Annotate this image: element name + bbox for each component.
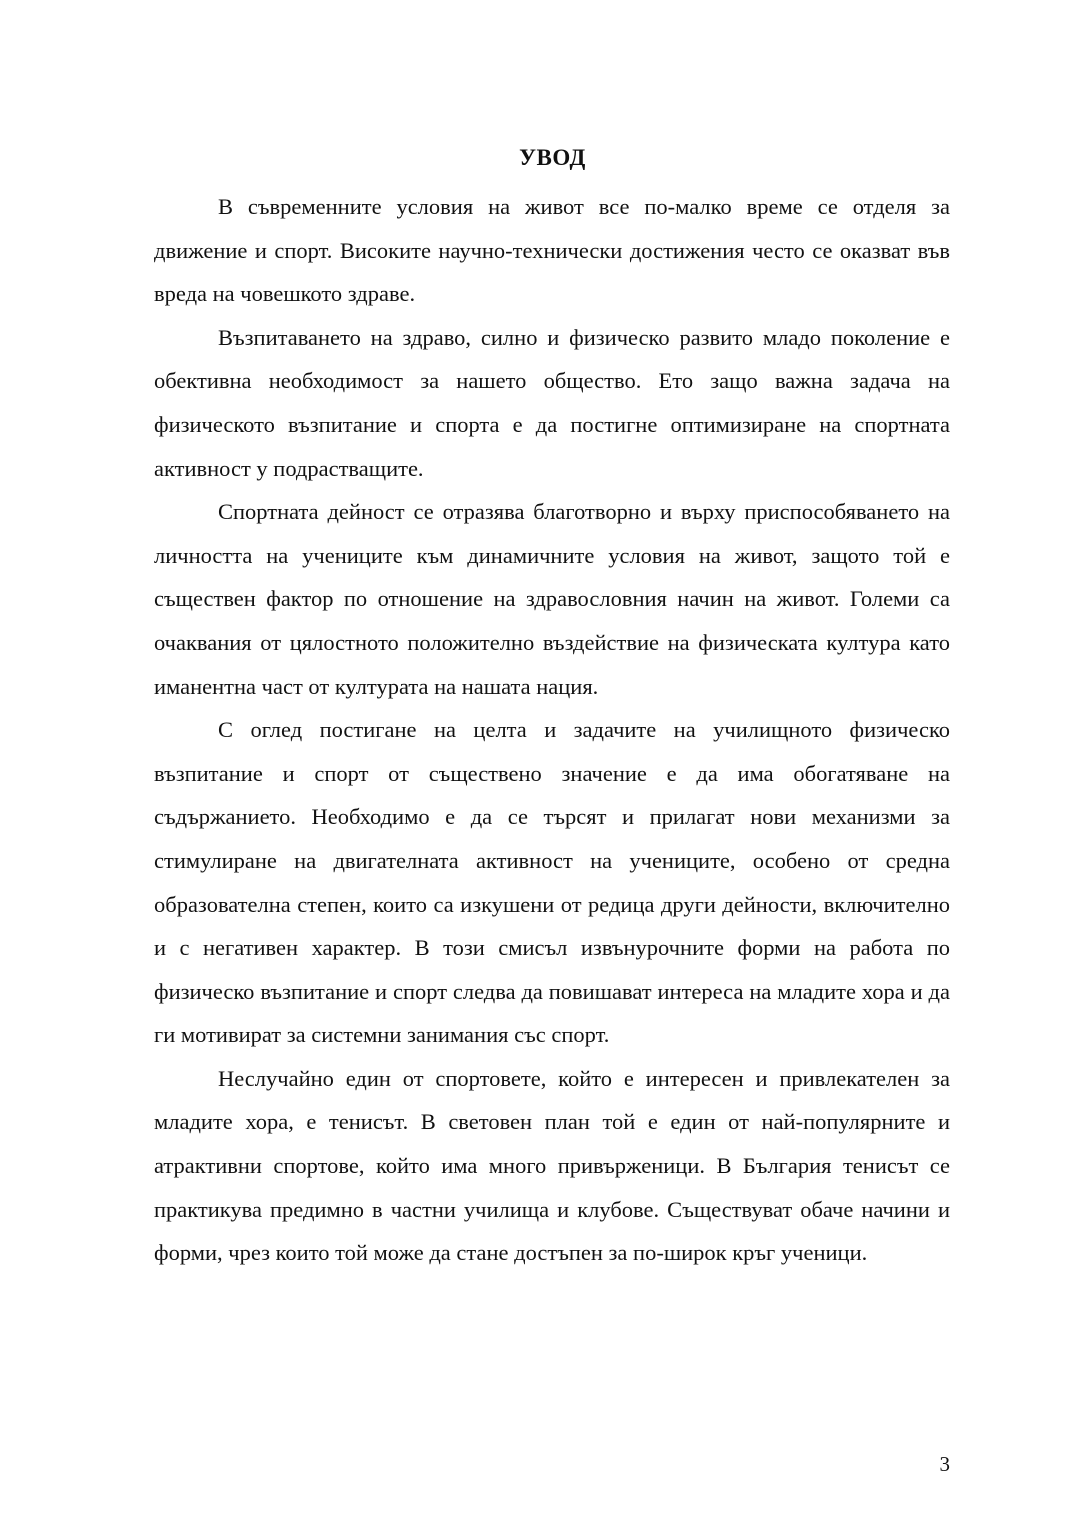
paragraph: Неслучайно един от спортовете, който е интересен и привлекателен за младите хора, е тенисът. В световен план той е един от най-популярните и атрактивни спортове, който има много привърженици. В България тенисът се практикува предимно в частни училища и клубове. Съществуват обаче начини и форми, чрез които той може да стане достъпен за по-широк кръг ученици. [154,1065,950,1266]
paragraph: Спортната дейност се отразява благотворно и върху приспособяването на личността на учениците към динамичните условия на живот, защото той е съществен фактор по отношение на здравословния начин на живот. Големи са очаквания от цялостното положително въздействие на физическата култура като иманентна част от културата на нашата нация. [154,499,950,699]
page-title: УВОД [519,145,586,171]
paragraph: С оглед постигане на целта и задачите на училищното физическо възпитание и спорт от съществено значение е да има обогатяване на съдържанието. Необходимо е да се търсят и прилагат нови механизми за стимулиране на двигателната активност на учениците, особено от средна образователна степен, които са изкушени от редица други дейности, включително и с негативен характер. В този смисъл извънурочните форми на работа по физическо възпитание и спорт следва да повишават интереса на младите хора и да ги мотивират за системни занимания със спорт. [154,717,950,1048]
page-number: 3 [939,1452,950,1476]
paragraph: В съвременните условия на живот все по-малко време се отделя за движение и спорт. Високите научно-технически достижения често се оказват във вреда на човешкото здраве. [154,194,950,307]
paragraph: Възпитаването на здраво, силно и физическо развито младо поколение е обективна необходимост за нашето общество. Ето защо важна задача на физическото възпитание и спорта е да постигне оптимизиране на спортната активност у подрастващите. [154,324,950,481]
body-text [154,185,950,1275]
